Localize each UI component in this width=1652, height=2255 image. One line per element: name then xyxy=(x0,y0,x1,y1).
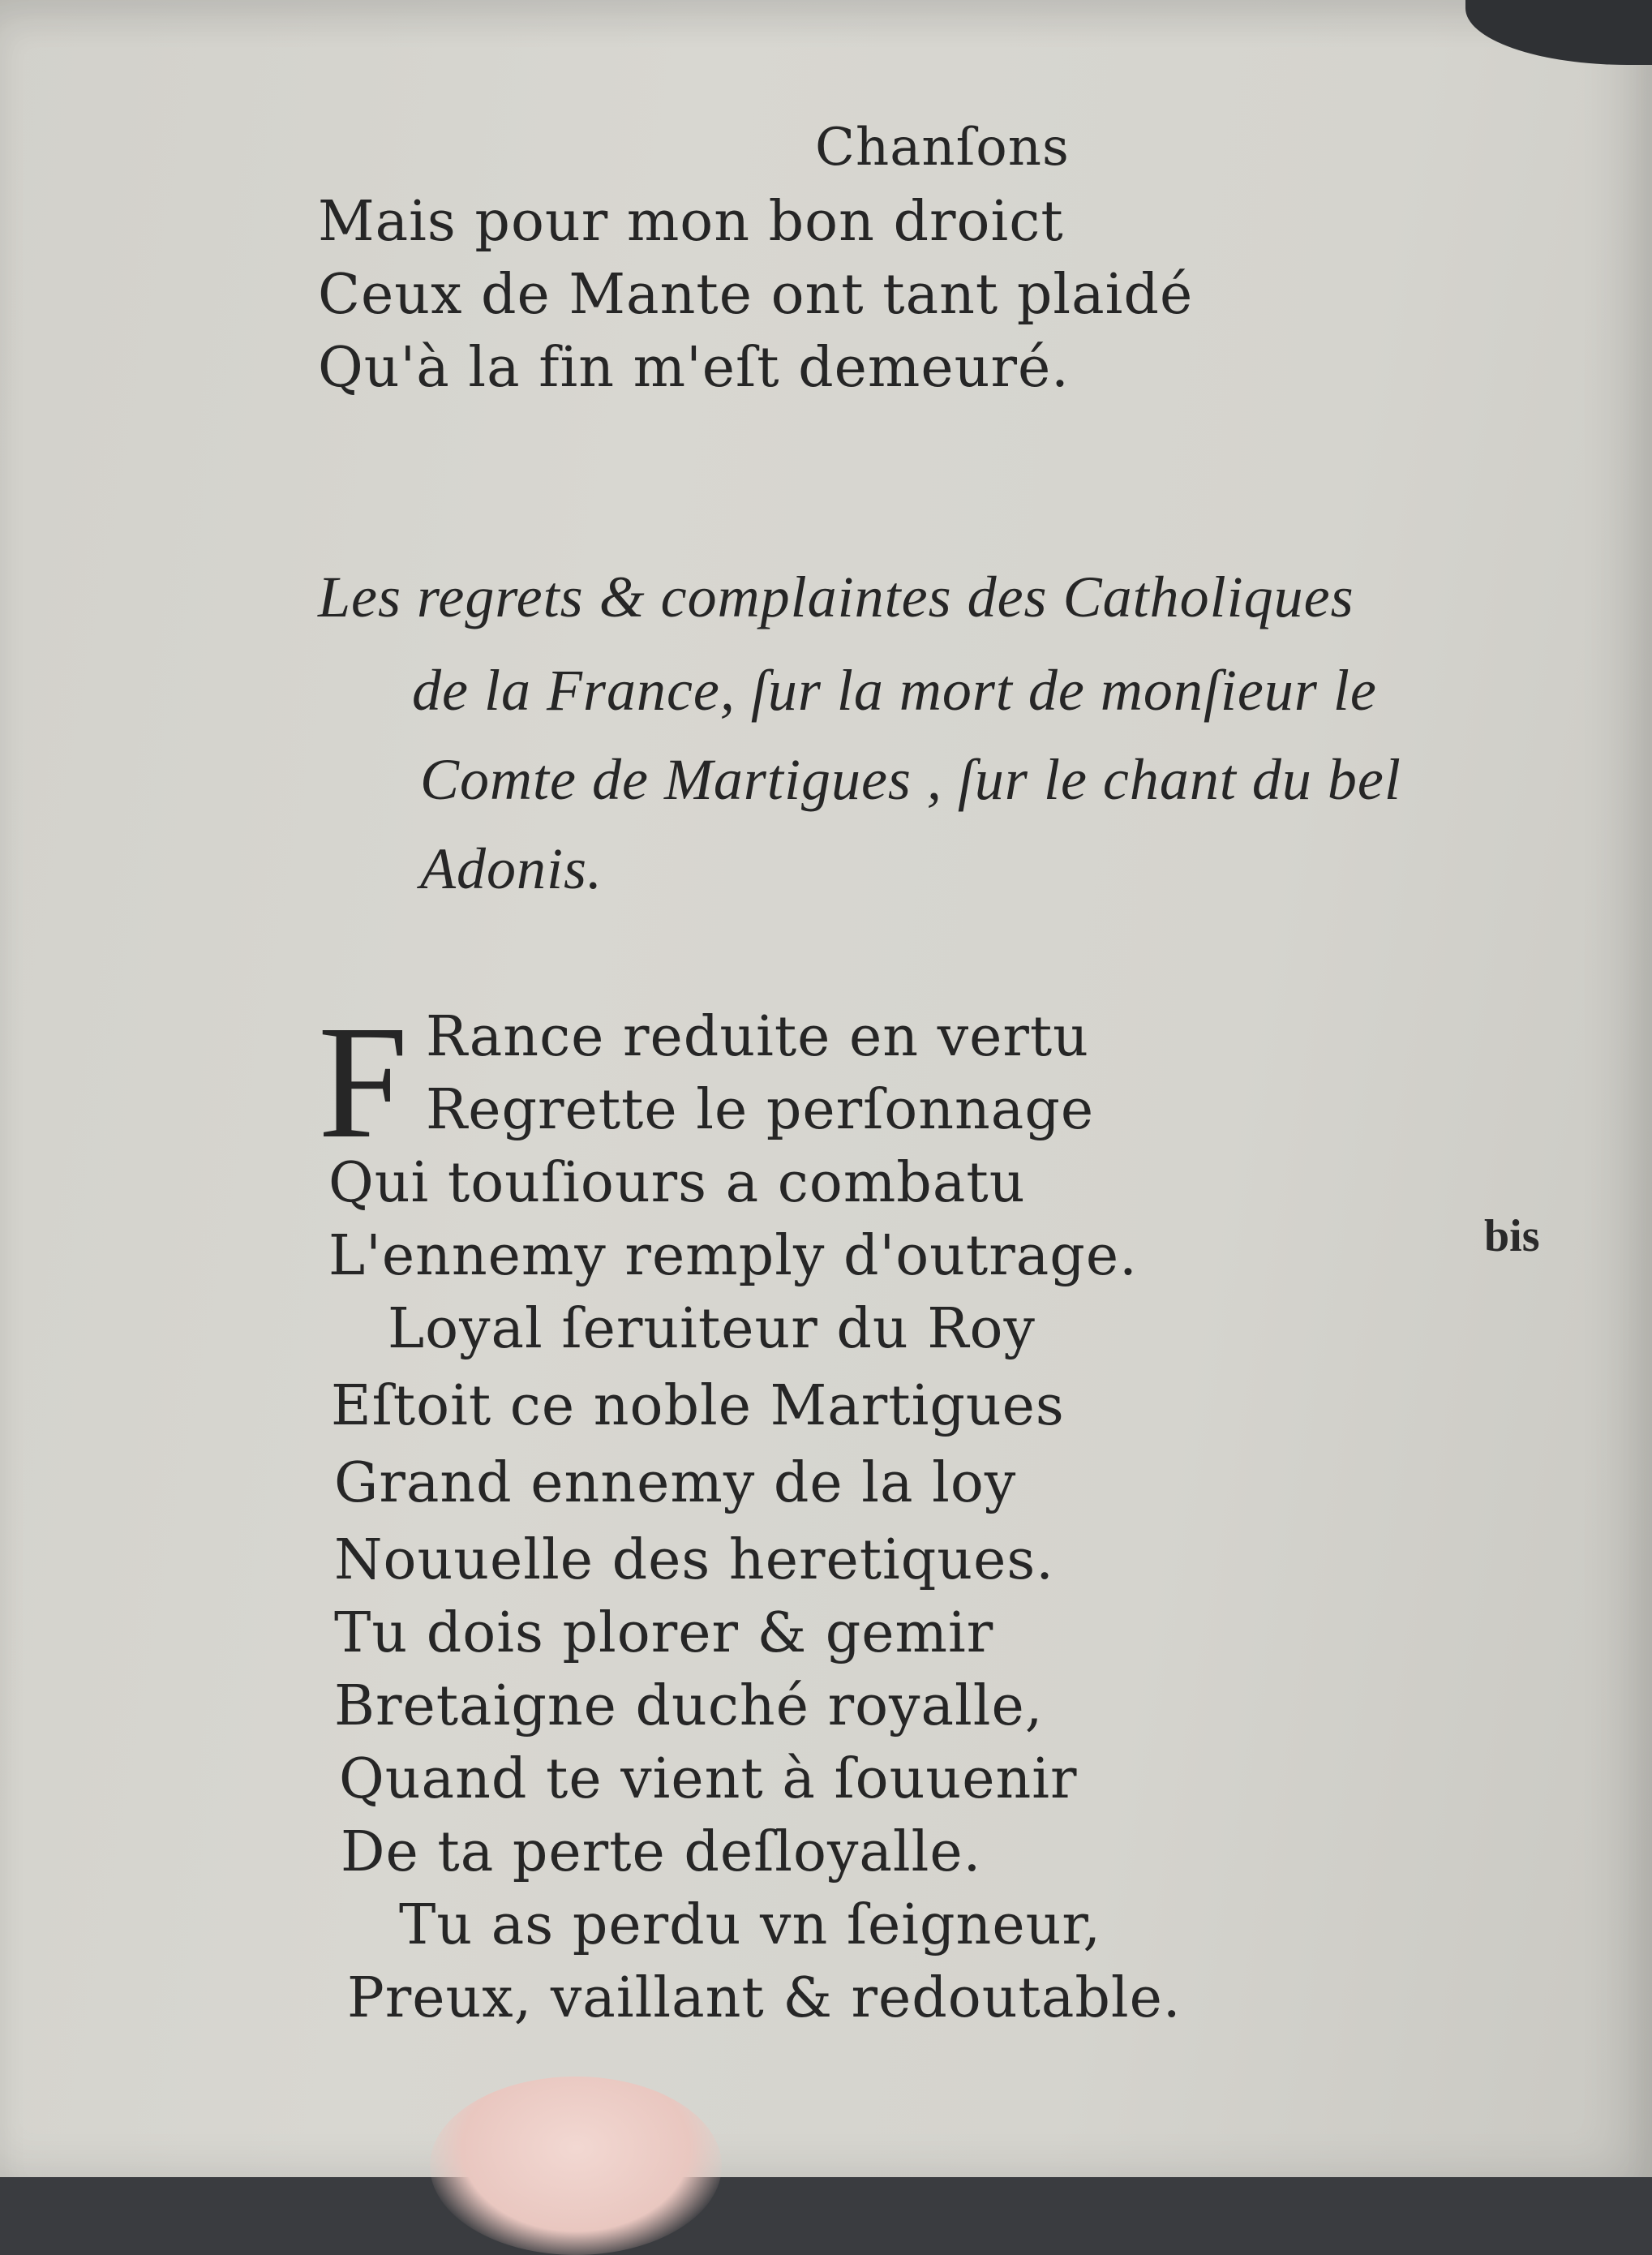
marginal-note: bis xyxy=(1484,1211,1540,1261)
drop-cap: F xyxy=(318,993,409,1172)
background-edge xyxy=(1465,0,1652,65)
running-head: Chanſons xyxy=(815,118,1070,178)
poem-line: L'ennemy remply d'outrage. xyxy=(328,1224,1138,1288)
thumb xyxy=(430,2077,722,2255)
intro-line: Qu'à la fin m'eſt demeuré. xyxy=(318,336,1070,400)
song-title-line: de la France, ſur la mort de monſieur le xyxy=(412,658,1377,723)
poem-line: Grand ennemy de la loy xyxy=(334,1451,1017,1515)
song-title-line: Comte de Martigues , ſur le chant du bel xyxy=(420,747,1401,812)
poem-line: Tu dois plorer & gemir xyxy=(334,1601,994,1665)
poem-line: Nouuelle des heretiques. xyxy=(334,1528,1054,1592)
poem-line: Tu as perdu vn ſeigneur, xyxy=(399,1893,1102,1957)
poem-line: Preux, vaillant & redoutable. xyxy=(347,1966,1182,2030)
poem-line: Eſtoit ce noble Martigues xyxy=(331,1374,1065,1438)
poem-line: Bretaigne duché royalle, xyxy=(334,1674,1044,1738)
intro-line: Ceux de Mante ont tant plaidé xyxy=(318,263,1194,327)
poem-line: Qui touſiours a combatu xyxy=(328,1151,1026,1215)
song-title-line: Les regrets & complaintes des Catholiques xyxy=(318,565,1354,629)
song-title-line: Adonis. xyxy=(420,836,603,901)
poem-line: Rance reduite en vertu xyxy=(426,1005,1089,1069)
intro-line: Mais pour mon bon droict xyxy=(318,190,1064,254)
poem-line: Quand te vient à ſouuenir xyxy=(339,1747,1078,1811)
poem-line: Loyal ſeruiteur du Roy xyxy=(388,1297,1036,1361)
poem-line: Regrette le perſonnage xyxy=(426,1078,1095,1142)
poem-line: De ta perte deſloyalle. xyxy=(341,1820,982,1884)
